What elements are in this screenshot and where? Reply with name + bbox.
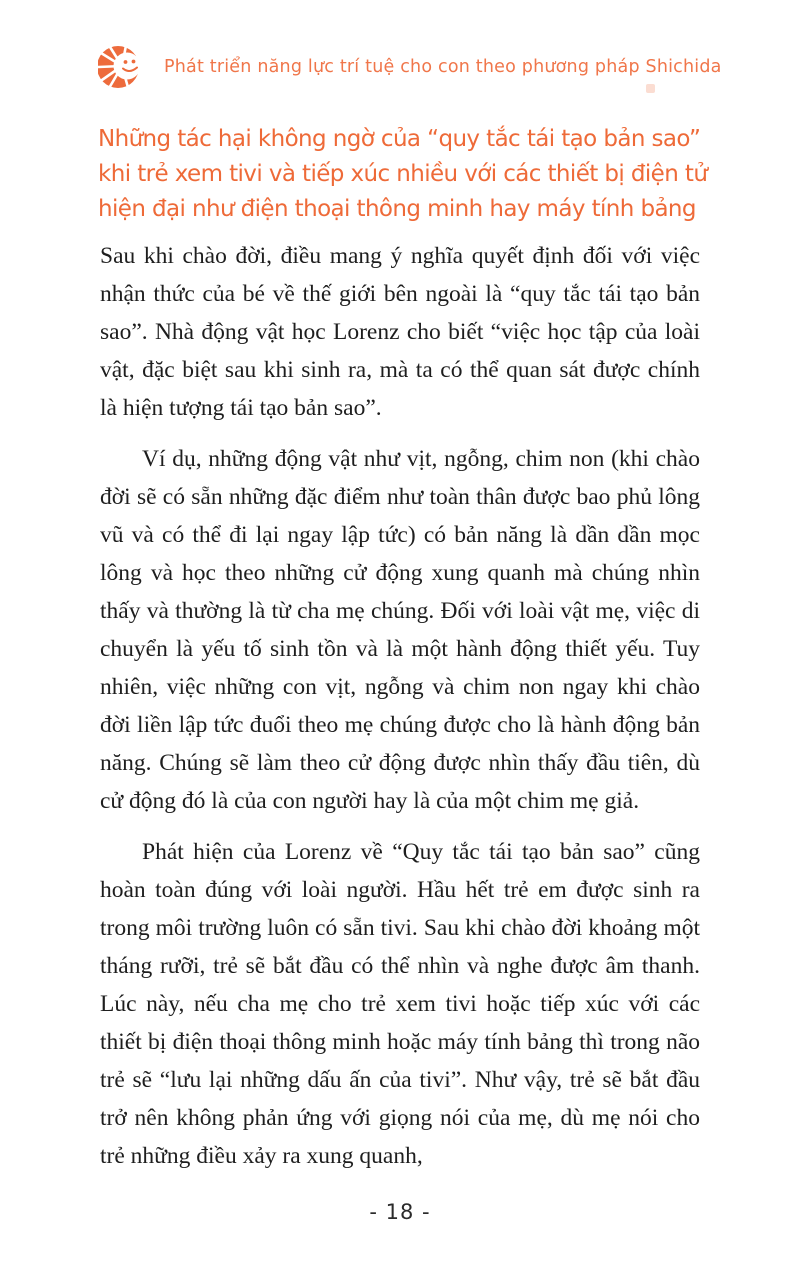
paragraph-1: Sau khi chào đời, điều mang ý nghĩa quyết định đối với việc nhận thức của bé về thế giới bên ngoài là “quy tắc tái tạo bản sao”. Nhà động vật học Lorenz cho biết “việc học tập của loài vật, đặc biệt sau khi sinh ra, mà ta có thể quan sát được chính là hiện tượng tái tạo bản sao”. (100, 243, 700, 421)
page-number: - 18 - (369, 1200, 431, 1224)
page-header (98, 42, 722, 92)
paragraph-3: Phát hiện của Lorenz về “Quy tắc tái tạo bản sao” cũng hoàn toàn đúng với loài người. Hầu hết trẻ em được sinh ra trong môi trường luôn có sẵn tivi. Sau khi chào đời khoảng một tháng rưỡi, trẻ sẽ bắt đầu có thể nhìn và nghe được âm thanh. Lúc này, nếu cha mẹ cho trẻ xem tivi hoặc tiếp xúc với các thiết bị điện thoại thông minh hoặc máy tính bảng thì trong não trẻ sẽ “lưu lại những dấu ấn của tivi”. Như vậy, trẻ sẽ bắt đầu trở nên không phản ứng với giọng nói của mẹ, dù mẹ nói cho trẻ những điều xảy ra xung quanh, (100, 839, 700, 1169)
page-footer (0, 1200, 800, 1224)
running-head-title: Phát triển năng lực trí tuệ cho con theo phương pháp Shichida (164, 57, 722, 77)
sun-smiley-icon (98, 42, 144, 92)
corner-mark (646, 84, 655, 93)
section-heading: Những tác hại không ngờ của “quy tắc tái tạo bản sao” khi trẻ xem tivi và tiếp xúc nhiều với các thiết bị điện tử hiện đại như điện thoại thông minh hay máy tính bảng (98, 126, 708, 222)
paragraph-2: Ví dụ, những động vật như vịt, ngỗng, chim non (khi chào đời sẽ có sẵn những đặc điểm như toàn thân được bao phủ lông vũ và có thể đi lại ngay lập tức) có bản năng là dần dần mọc lông và học theo những cử động xung quanh mà chúng nhìn thấy và thường là từ cha mẹ chúng. Đối với loài vật mẹ, việc di chuyển là yếu tố sinh tồn và là một hành động thiết yếu. Tuy nhiên, việc những con vịt, ngỗng và chim non ngay khi chào đời liền lập tức đuổi theo mẹ chúng được cho là hành động bản năng. Chúng sẽ làm theo cử động được nhìn thấy đầu tiên, dù cử động đó là của con người hay là của một chim mẹ giả. (100, 446, 700, 814)
body-text (100, 237, 700, 1188)
